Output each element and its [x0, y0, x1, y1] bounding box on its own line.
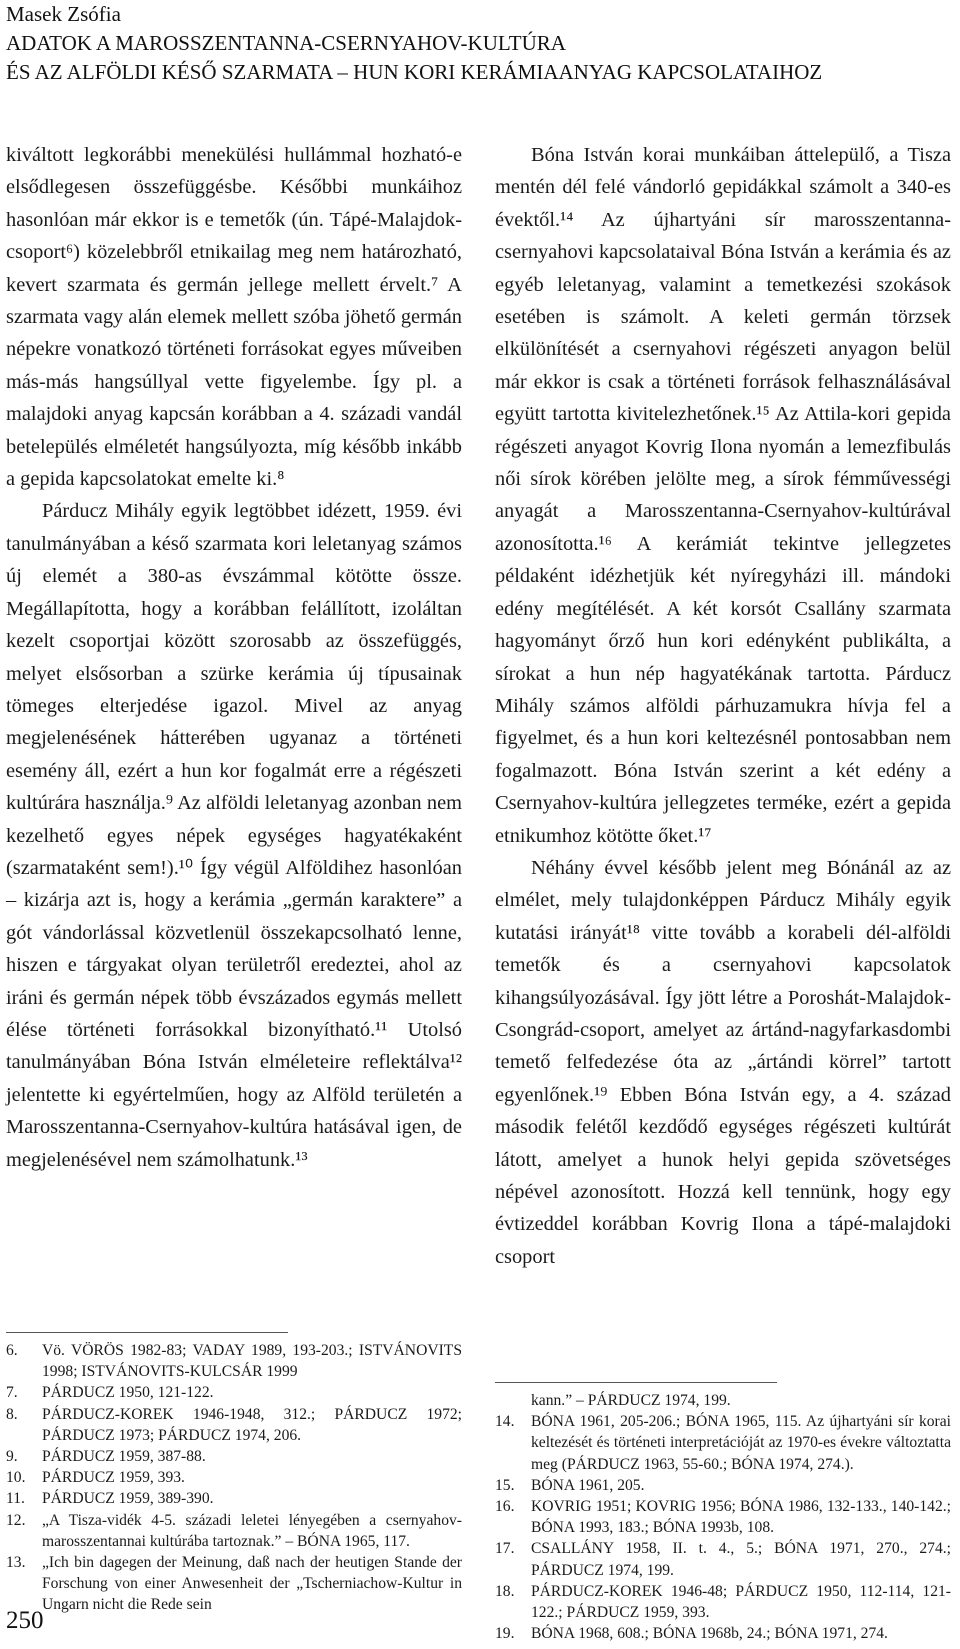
- footnote: 7. PÁRDUCZ 1950, 121-122.: [6, 1384, 214, 1402]
- header-author: Masek Zsófia: [6, 2, 121, 26]
- header-title-line-2: ÉS AZ ALFÖLDI KÉSŐ SZARMATA – HUN KORI KERÁMIAANYAG KAPCSOLATAIHOZ: [6, 60, 823, 84]
- footnote: 14. BÓNA 1961, 205-206.; BÓNA 1965, 115. Az újhartyáni sír korai keltezését és történeti interpretációját az 1970-es évekre változtatta meg (PÁRDUCZ 1963, 55-60.; BÓNA 1974, 274.).: [495, 1413, 951, 1473]
- footnote: 19. BÓNA 1968, 608.; BÓNA 1968b, 24.; BÓNA 1971, 274.: [495, 1625, 888, 1643]
- footnotes-left: [6, 1340, 462, 1616]
- footnote-rule-right: [495, 1382, 777, 1383]
- footnote: 18. PÁRDUCZ-KOREK 1946-48; PÁRDUCZ 1950, 112-114, 121-122.; PÁRDUCZ 1959, 393.: [495, 1582, 951, 1622]
- left-column: [6, 139, 462, 1176]
- footnote-continuation: kann.” – PÁRDUCZ 1974, 199.: [531, 1392, 731, 1409]
- footnote: 17. CSALLÁNY 1958, II. t. 4., 5.; BÓNA 1971, 270., 274.; PÁRDUCZ 1974, 199.: [495, 1540, 951, 1579]
- footnote-rule-left: [6, 1332, 288, 1333]
- footnote: 12. „A Tisza-vidék 4-5. századi leletei lényegében a csernyahov-marosszentannai kultúrába tartoznak.” – BÓNA 1965, 117.: [6, 1511, 462, 1550]
- footnote: 13. „Ich bin dagegen der Meinung, daß nach der heutigen Stande der Forschung von einer Anwesenheit der „Tscherniachow-Kultur in Ungarn nicht die Rede sein: [6, 1554, 462, 1614]
- footnote: 15. BÓNA 1961, 205.: [495, 1476, 645, 1494]
- right-column: [495, 139, 951, 1273]
- left-paragraph-2: Párducz Mihály egyik legtöbbet idézett, 1959. évi tanulmányában a késő szarmata kori leletanyag számos új elemét a 380-as évszámmal kötötte össze. Megállapította, hogy a korábban felállított, izoláltan kezelt csoportjai között szorosabb az összefüggés, melyet elsősorban a szürke kerámia új típusainak tömeges elterjedése igazol. Mivel az anyag megjelenésének hátterében ugyanaz a történeti esemény áll, ezért a hun kor fogalmát erre a régészeti kultúrára használja.⁹ Az alföldi leletanyag azonban nem kezelhető egyes népek egységes hagyatékaként (szarmataként sem!).¹⁰ Így végül Alföldihez hasonlóan – kizárja azt is, hogy a kerámia „germán karaktere” a gót vándorlással közvetlenül összekapcsolható lenne, hiszen e tárgyakat olyan területről eredeztei, ahol az iráni és germán népek több évszázados egymás mellett élése történeti forrásokkal bizonyítható.¹¹ Utolsó tanulmányában Bóna István elméleteire reflektálva¹² jelentette ki egyértelműen, hogy az Alföld területén a Marosszentanna-Csernyahov-kultúra hatásával igen, de megjelenésével nem számolhatunk.¹³: [6, 500, 462, 1171]
- page-number: 250: [6, 1607, 44, 1634]
- footnote: 16. KOVRIG 1951; KOVRIG 1956; BÓNA 1986, 132-133., 140-142.; BÓNA 1993, 183.; BÓNA 1993b, 108.: [495, 1498, 951, 1537]
- footnotes-right: [495, 1390, 951, 1644]
- header-title-line-1: ADATOK A MAROSSZENTANNA-CSERNYAHOV-KULTÚRA: [6, 31, 566, 55]
- footnote: 10. PÁRDUCZ 1959, 393.: [6, 1469, 185, 1487]
- footnote: 11. PÁRDUCZ 1959, 389-390.: [6, 1490, 214, 1508]
- left-paragraph-1: kiváltott legkorábbi menekülési hullámmal hozható-e elsődlegesen összefüggésbe. Későbbi munkáihoz hasonlóan már ekkor is e temetők (ún. Tápé-Malajdok-csoport⁶) közelebbről etnikailag meg nem határozható, kevert szarmata és germán jellege mellett érvelt.⁷ A szarmata vagy alán elemek mellett szóba jöhető germán népekre vonatkozó történeti forrásokat egyes műveiben más-más hangsúllyal vette figyelembe. Így pl. a malajdoki anyag kapcsán korábban a 4. századi vandál betelepülés elméletét hangsúlyozta, míg később inkább a gepida kapcsolatokat emelte ki.⁸: [6, 144, 462, 491]
- running-header: [6, 0, 946, 87]
- right-paragraph-1: Bóna István korai munkáiban áttelepülő, a Tisza mentén dél felé vándorló gepidákkal számolt a 340-es évektől.¹⁴ Az újhartyáni sír marosszentanna-csernyahovi kapcsolataival Bóna István a kerámia és az egyéb leletanyag, valamint a temetkezési szokások esetében is számolt. A keleti germán törzsek elkülönítését a csernyahovi régészeti anyagon belül már ekkor is csak a történeti források felhasználásával együtt tartotta kivitelezhetőnek.¹⁵ Az Attila-kori gepida régészeti anyagot Kovrig Ilona nyomán a lemezfibulás női sírok körében jelölte meg, a sírok fémművességi anyagát a Marosszentanna-Csernyahov-kultúrával azonosította.¹⁶ A kerámiát tekintve jellegzetes példaként idézhetjük két nyíregyházi ill. mándoki edény megítélését. A két korsót Csallány szarmata hagyományt őrző hun kori edényként publikálta, a sírokat a hun nép hagyatékának tartotta. Párducz Mihály számos alföldi párhuzamukra hívja fel a figyelmet, és a hun kori keltezésnél pontosabban nem fogalmazott. Bóna István szerint a két edény a Csernyahov-kultúra jellegzetes terméke, ezért a gepida etnikumhoz kötötte őket.¹⁷: [495, 144, 951, 847]
- footnote: 6. Vö. VÖRÖS 1982-83; VADAY 1989, 193-203.; ISTVÁNOVITS 1998; ISTVÁNOVITS-KULCSÁR 1999: [6, 1342, 462, 1381]
- footnote: 8. PÁRDUCZ-KOREK 1946-1948, 312.; PÁRDUCZ 1972; PÁRDUCZ 1973; PÁRDUCZ 1974, 206.: [6, 1405, 462, 1444]
- right-paragraph-2: Néhány évvel később jelent meg Bónánál az az elmélet, mely tulajdonképpen Párducz Mihály egyik kutatási irányát¹⁸ vitte tovább a korabeli dél-alföldi temetők és a csernyahovi kapcsolatok kihangsúlyozásával. Így jött létre a Poroshát-Malajdok-Csongrád-csoport, amelyet az ártánd-nagyfarkasdombi temető felfedezése óta az „ártándi körrel” tartott egyenlőnek.¹⁹ Ebben Bóna István egy, a 4. század második felétől kezdődő egységes régészeti kultúrát látott, amelyet a hunok helyi gepida szövetséges népével azonosított. Hozzá kell tennünk, hogy egy évtizeddel korábban Kovrig Ilona a tápé-malajdoki csoport: [495, 856, 951, 1268]
- footnote: 9. PÁRDUCZ 1959, 387-88.: [6, 1448, 206, 1466]
